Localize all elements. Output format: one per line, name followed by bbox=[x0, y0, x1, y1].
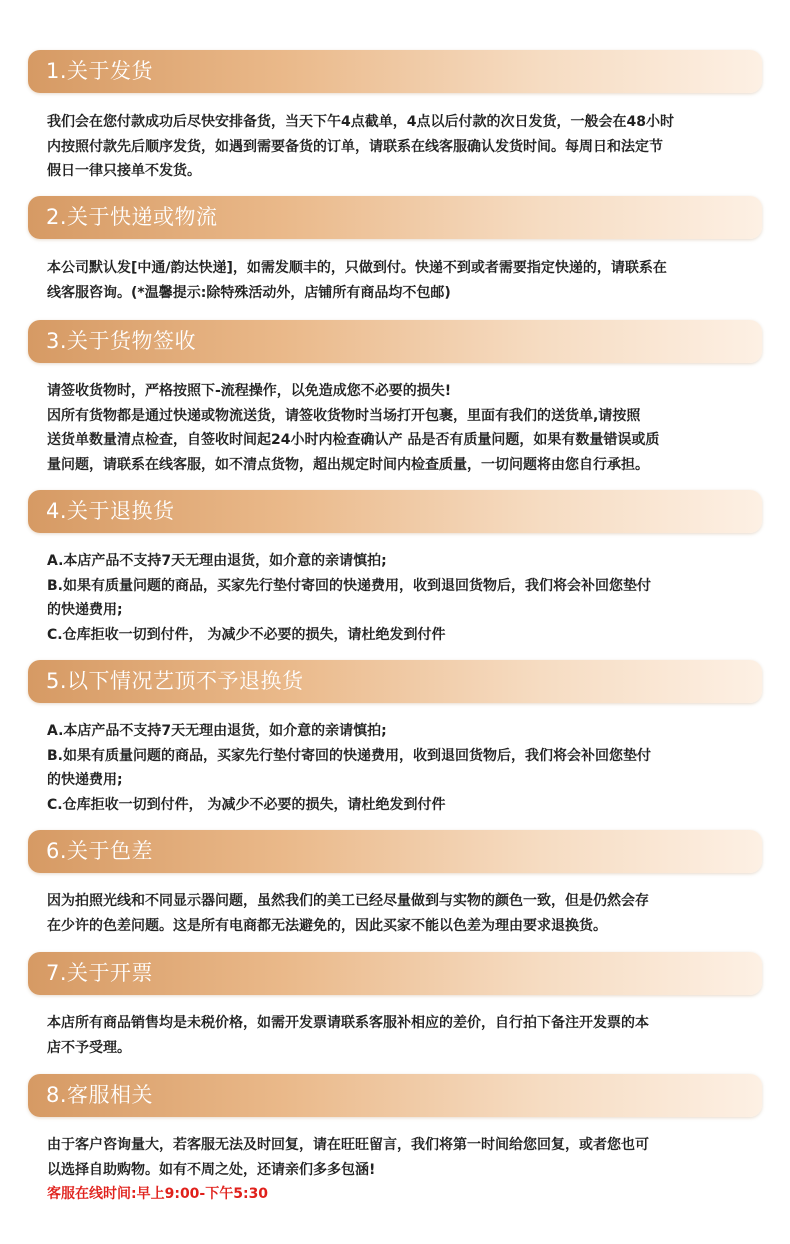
section-7-header bbox=[28, 952, 762, 995]
section-7-title: 7.关于开票 bbox=[46, 961, 154, 985]
section-5-header bbox=[28, 660, 762, 703]
section-6-line-1: 因为拍照光线和不同显示器问题，虽然我们的美工已经尽量做到与实物的颜色一致，但是仍然会存 bbox=[47, 893, 649, 909]
section-4-line-1: A.本店产品不支持7天无理由退货，如介意的亲请慎拍; bbox=[47, 553, 387, 569]
service-hours-text: 客服在线时间:早上9:00-下午5:30 bbox=[47, 1186, 269, 1202]
section-6-title: 6.关于色差 bbox=[46, 839, 154, 863]
section-3-line-3: 送货单数量清点检查，自签收时间起24小时内检查确认产 品是否有质量问题，如果有数量错误或质 bbox=[47, 432, 660, 448]
section-6-header bbox=[28, 830, 762, 873]
section-5-line-3: 的快递费用; bbox=[47, 772, 123, 788]
section-2-body bbox=[47, 256, 747, 305]
section-1-body bbox=[47, 110, 747, 184]
section-4-line-4: C.仓库拒收一切到付件， 为减少不必要的损失，请杜绝发到付件 bbox=[47, 626, 446, 643]
section-8-line-2: 以选择自助购物。如有不周之处，还请亲们多多包涵! bbox=[47, 1161, 376, 1178]
section-8-title: 8.客服相关 bbox=[46, 1083, 154, 1107]
section-2-line-2: 线客服咨询。(*温馨提示:除特殊活动外，店铺所有商品均不包邮) bbox=[47, 284, 451, 301]
section-3-body bbox=[47, 379, 747, 477]
section-8-line-1: 由于客户咨询量大，若客服无法及时回复，请在旺旺留言，我们将第一时间给您回复，或者您也可 bbox=[47, 1137, 649, 1153]
section-6-line-2: 在少许的色差问题。这是所有电商都无法避免的，因此买家不能以色差为理由要求退换货。 bbox=[47, 917, 607, 934]
section-8-header bbox=[28, 1074, 762, 1117]
section-1-line-3: 假日一律只接单不发货。 bbox=[47, 163, 201, 179]
section-5-title: 5.以下情况艺顶不予退换货 bbox=[46, 669, 304, 693]
section-3-line-4: 量问题，请联系在线客服，如不清点货物，超出规定时间内检查质量，一切问题将由您自行承担。 bbox=[47, 456, 649, 473]
section-1-line-2: 内按照付款先后顺序发货，如遇到需要备货的订单，请联系在线客服确认发货时间。每周日和法定节 bbox=[47, 138, 663, 155]
section-3-line-2: 因所有货物都是通过快递或物流送货，请签收货物时当场打开包裹，里面有我们的送货单,请按照 bbox=[47, 407, 641, 424]
section-3-line-1: 请签收货物时，严格按照下-流程操作，以免造成您不必要的损失! bbox=[47, 383, 452, 399]
section-5-line-4: C.仓库拒收一切到付件， 为减少不必要的损失，请杜绝发到付件 bbox=[47, 796, 446, 813]
section-4-line-3: 的快递费用; bbox=[47, 602, 123, 618]
section-4-line-2: B.如果有质量问题的商品，买家先行垫付寄回的快递费用，收到退回货物后，我们将会补回您垫付 bbox=[47, 577, 651, 594]
section-5-line-2: B.如果有质量问题的商品，买家先行垫付寄回的快递费用，收到退回货物后，我们将会补回您垫付 bbox=[47, 747, 651, 764]
section-1-header bbox=[28, 50, 762, 93]
section-4-title: 4.关于退换货 bbox=[46, 499, 175, 523]
section-1-line-1: 我们会在您付款成功后尽快安排备货，当天下午4点截单，4点以后付款的次日发货，一般会在48小时 bbox=[47, 114, 674, 130]
section-5-body bbox=[47, 719, 747, 817]
section-2-header bbox=[28, 196, 762, 239]
section-4-header bbox=[28, 490, 762, 533]
section-7-line-1: 本店所有商品销售均是未税价格，如需开发票请联系客服补相应的差价，自行拍下备注开发票的本 bbox=[47, 1015, 649, 1031]
section-8-body bbox=[47, 1133, 747, 1207]
section-7-body bbox=[47, 1011, 747, 1060]
section-1-title: 1.关于发货 bbox=[46, 59, 154, 83]
section-4-body bbox=[47, 549, 747, 647]
section-2-line-1: 本公司默认发[中通/韵达快递]，如需发顺丰的，只做到付。快递不到或者需要指定快递的，请联系在 bbox=[47, 260, 667, 276]
section-3-header bbox=[28, 320, 762, 363]
section-5-line-1: A.本店产品不支持7天无理由退货，如介意的亲请慎拍; bbox=[47, 723, 387, 739]
section-6-body bbox=[47, 889, 747, 938]
section-7-line-2: 店不予受理。 bbox=[47, 1039, 131, 1056]
section-2-title: 2.关于快递或物流 bbox=[46, 205, 218, 229]
section-3-title: 3.关于货物签收 bbox=[46, 329, 197, 353]
